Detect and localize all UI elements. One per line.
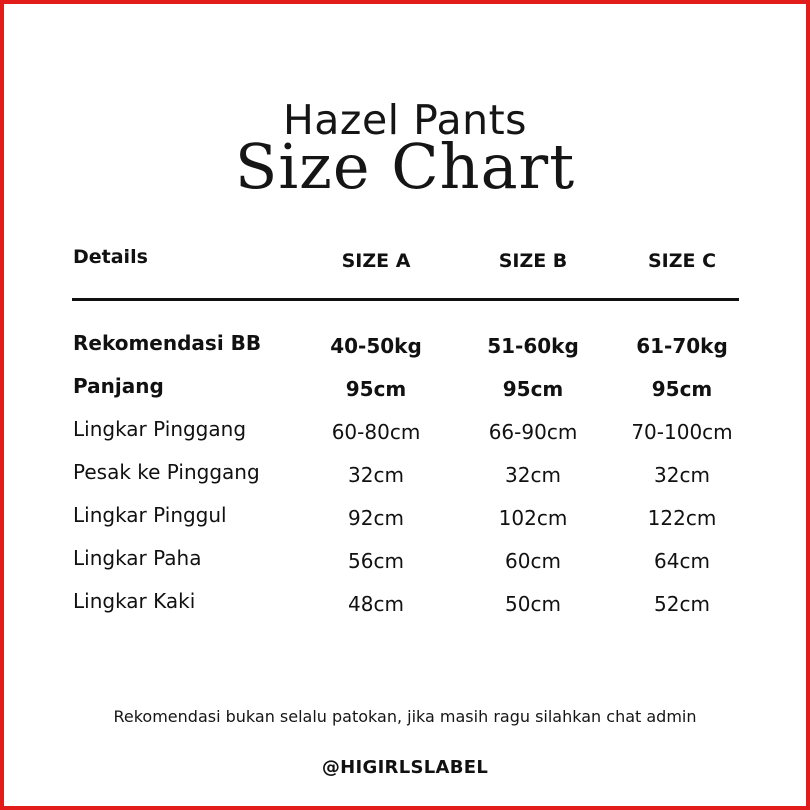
brand-handle: @HIGIRLSLABEL [321,757,489,778]
cell-size-c: 52cm [654,592,710,616]
table-row [4,546,806,576]
cell-size-a: 40-50kg [330,334,422,358]
cell-size-c: 64cm [654,549,710,573]
column-header-size-c: SIZE C [647,250,717,272]
chart-title: Size Chart [234,130,576,203]
cell-size-c: 95cm [651,377,713,401]
cell-size-b: 66-90cm [488,420,578,444]
row-label: Lingkar Pinggang [73,417,247,441]
row-label: Lingkar Pinggul [73,503,227,527]
recommendation-note: Rekomendasi bukan selalu patokan, jika masih ragu silahkan chat admin [113,707,697,726]
table-row [4,589,806,619]
cell-size-b: 60cm [505,549,561,573]
cell-size-c: 70-100cm [631,420,733,444]
cell-size-a: 32cm [348,463,404,487]
table-row [4,460,806,490]
cell-size-c: 122cm [647,506,717,530]
cell-size-b: 32cm [505,463,561,487]
cell-size-a: 56cm [348,549,404,573]
table-row [4,374,806,404]
header-divider [72,298,739,301]
column-header-details: Details [73,246,148,268]
cell-size-c: 61-70kg [636,334,728,358]
cell-size-a: 92cm [348,506,404,530]
table-row [4,417,806,447]
cell-size-b: 50cm [505,592,561,616]
table-row [4,503,806,533]
cell-size-c: 32cm [654,463,710,487]
cell-size-b: 95cm [502,377,564,401]
row-label: Panjang [73,374,164,398]
product-name: Hazel Pants [282,96,528,144]
cell-size-b: 102cm [498,506,568,530]
column-header-size-b: SIZE B [498,250,568,272]
cell-size-a: 60-80cm [331,420,421,444]
cell-size-a: 48cm [348,592,404,616]
row-label: Lingkar Kaki [73,589,196,613]
row-label: Pesak ke Pinggang [73,460,260,484]
row-label: Lingkar Paha [73,546,202,570]
row-label: Rekomendasi BB [73,331,262,355]
table-row [4,331,806,361]
cell-size-a: 95cm [345,377,407,401]
cell-size-b: 51-60kg [487,334,579,358]
column-header-size-a: SIZE A [341,250,411,272]
